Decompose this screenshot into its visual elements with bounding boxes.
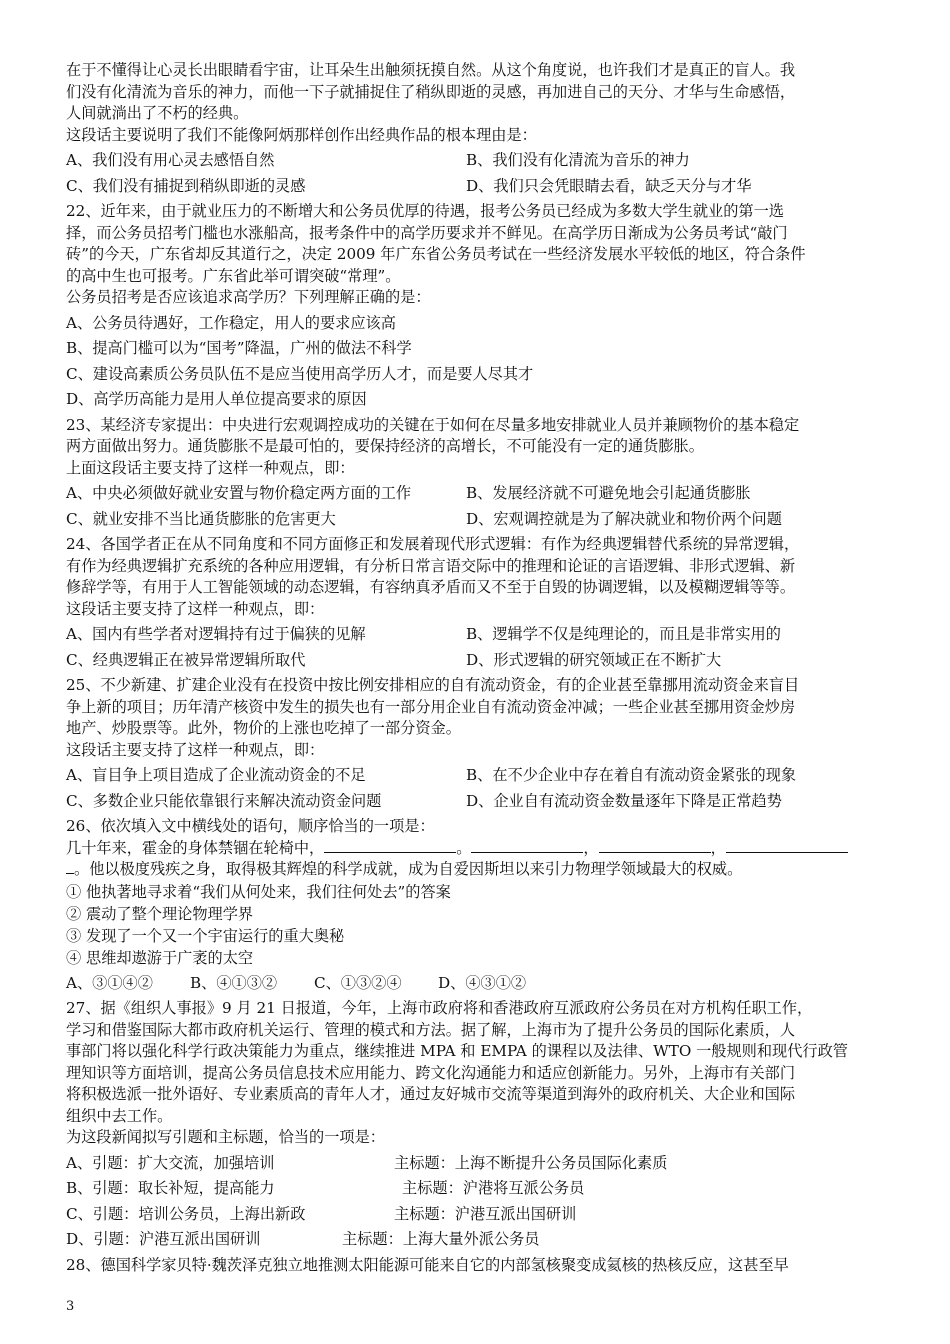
item-1: ① 他执著地寻求着“我们从何处来，我们往何处去”的答案 bbox=[66, 882, 451, 901]
passage-line: 砖”的今天，广东省却反其道行之，决定 2009 年广东省公务员考试在一些经济发展水平较低的地区，符合条件 bbox=[66, 245, 806, 263]
punctuation: ， bbox=[710, 838, 726, 857]
item-4: ④ 思维却遨游于广袤的太空 bbox=[66, 948, 254, 967]
option-d bbox=[66, 1229, 890, 1251]
question-stem: 26、依次填入文中横线处的语句，顺序恰当的一项是： bbox=[66, 817, 435, 835]
options-row bbox=[66, 973, 890, 995]
question-23 bbox=[66, 415, 890, 531]
options-row bbox=[66, 624, 890, 646]
options-row bbox=[66, 791, 890, 813]
option-c: C、经典逻辑正在被异常逻辑所取代 bbox=[66, 650, 306, 669]
sentence-start: 几十年来，霍金的身体禁锢在轮椅中， bbox=[66, 838, 325, 857]
question-28 bbox=[66, 1255, 890, 1277]
question-25 bbox=[66, 675, 890, 812]
passage-line: 地产、炒股票等。此外，物价的上涨也吃掉了一部分资金。 bbox=[66, 719, 461, 737]
item-3: ③ 发现了一个又一个宇宙运行的重大奥秘 bbox=[66, 926, 345, 945]
passage-line: 组织中去工作。 bbox=[66, 1106, 173, 1125]
option-lead-title: D、引题：沪港互派出国研训 bbox=[66, 1230, 261, 1248]
option-b: B、我们没有化清流为音乐的神力 bbox=[466, 151, 690, 169]
option-main-title: 主标题：沪港将互派公务员 bbox=[402, 1179, 585, 1197]
question-stem: 上面这段话主要支持了这样一种观点，即： bbox=[66, 458, 355, 477]
document-page bbox=[66, 60, 890, 1276]
option-b: B、发展经济就不可避免地会引起通货膨胀 bbox=[466, 484, 751, 502]
option-main-title: 主标题：上海大量外派公务员 bbox=[342, 1230, 540, 1248]
option-b: B、提高门槛可以为“国考”降温，广州的做法不科学 bbox=[66, 339, 412, 357]
passage-line: 事部门将以强化科学行政决策能力为重点，继续推进 MPA 和 EMPA 的课程以及法律、WTO 一般规则和现代行政管 bbox=[66, 1042, 848, 1060]
option-main-title: 主标题：上海不断提升公务员国际化素质 bbox=[394, 1153, 668, 1172]
item-2: ② 震动了整个理论物理学界 bbox=[66, 904, 254, 923]
question-stem: 为这段新闻拟写引题和主标题，恰当的一项是： bbox=[66, 1128, 385, 1146]
passage-line: 修辞学等，有用于人工智能领域的动态逻辑，有容纳真矛盾而又不至于自毁的协调逻辑，以及模糊逻辑等等。 bbox=[66, 578, 795, 596]
passage-line: 24、各国学者正在从不同角度和不同方面修正和发展着现代形式逻辑：有作为经典逻辑替代系统的异常逻辑， bbox=[66, 535, 800, 553]
option-c: C、就业安排不当比通货膨胀的危害更大 bbox=[66, 509, 336, 528]
option-b bbox=[66, 1178, 890, 1200]
blank-1 bbox=[324, 838, 456, 853]
option-d: D、企业自有流动资金数量逐年下降是正常趋势 bbox=[466, 791, 782, 810]
option-d: D、④③①② bbox=[438, 973, 527, 992]
question-22 bbox=[66, 201, 890, 411]
blank-3 bbox=[599, 838, 711, 853]
blank-4 bbox=[726, 838, 848, 853]
punctuation: 。 bbox=[456, 838, 472, 857]
option-a: A、国内有些学者对逻辑持有过于偏狭的见解 bbox=[66, 625, 366, 643]
passage-line: 在于不懂得让心灵长出眼睛看宇宙，让耳朵生出触须抚摸自然。从这个角度说，也许我们才是真正的盲人。我 bbox=[66, 61, 795, 79]
question-26 bbox=[66, 816, 890, 994]
passage-line: 23、某经济专家提出：中央进行宏观调控成功的关键在于如何在尽量多地安排就业人员并兼顾物价的基本稳定 bbox=[66, 415, 800, 434]
option-c: C、建设高素质公务员队伍不是应当使用高学历人才，而是要人尽其才 bbox=[66, 364, 534, 383]
options-row bbox=[66, 150, 890, 172]
question-27 bbox=[66, 998, 890, 1251]
option-d: D、宏观调控就是为了解决就业和物价两个问题 bbox=[466, 509, 782, 528]
question-stem: 这段话主要支持了这样一种观点，即： bbox=[66, 740, 325, 759]
passage-line: 择，而公务员招考门槛也水涨船高，报考条件中的高学历要求并不鲜见。在高学历日渐成为公务员考试“敲门 bbox=[66, 223, 788, 242]
options-row bbox=[66, 765, 890, 787]
question-21-passage bbox=[66, 60, 890, 197]
option-c bbox=[66, 1204, 890, 1226]
passage-line: 两方面做出努力。通货膨胀不是最可怕的，要保持经济的高增长，不可能没有一定的通货膨胀。 bbox=[66, 437, 704, 455]
blank-2 bbox=[471, 838, 583, 853]
page-number: 3 bbox=[66, 1299, 75, 1314]
option-a: A、我们没有用心灵去感悟自然 bbox=[66, 151, 275, 169]
option-lead-title: B、引题：取长补短，提高能力 bbox=[66, 1179, 275, 1197]
passage-line: 的高中生也可报考。广东省此举可谓突破“常理”。 bbox=[66, 266, 401, 285]
passage-line: 争上新的项目；历年清产核资中发生的损失也有一部分用企业自有流动资金冲减；一些企业甚至挪用资金炒房 bbox=[66, 697, 795, 716]
option-lead-title: A、引题：扩大交流，加强培训 bbox=[66, 1153, 275, 1172]
option-a: A、盲目争上项目造成了企业流动资金的不足 bbox=[66, 766, 366, 784]
options-row bbox=[66, 176, 890, 198]
option-c: C、多数企业只能依靠银行来解决流动资金问题 bbox=[66, 791, 382, 810]
option-a: A、③①④② bbox=[66, 973, 153, 992]
options-row bbox=[66, 509, 890, 531]
passage-line: 学习和借鉴国际大都市政府机关运行、管理的模式和方法。据了解，上海市为了提升公务员的国际化素质，人 bbox=[66, 1020, 795, 1039]
fill-blank-line bbox=[66, 859, 890, 881]
option-c: C、①③②④ bbox=[314, 973, 402, 992]
option-b: B、逻辑学不仅是纯理论的，而且是非常实用的 bbox=[466, 625, 781, 643]
option-b: B、在不少企业中存在着自有流动资金紧张的现象 bbox=[466, 766, 797, 784]
option-main-title: 主标题：沪港互派出国研训 bbox=[394, 1204, 577, 1223]
options-row bbox=[66, 483, 890, 505]
option-lead-title: C、引题：培训公务员，上海出新政 bbox=[66, 1204, 306, 1223]
question-stem: 这段话主要支持了这样一种观点，即： bbox=[66, 599, 325, 618]
fill-blank-line bbox=[66, 838, 890, 860]
punctuation: ， bbox=[583, 838, 599, 857]
option-c: C、我们没有捕捉到稍纵即逝的灵感 bbox=[66, 176, 306, 195]
passage-line: 27、据《组织人事报》9 月 21 日报道，今年，上海市政府将和香港政府互派政府公务员在对方机构任职工作， bbox=[66, 999, 813, 1017]
option-d: D、我们只会凭眼睛去看，缺乏天分与才华 bbox=[466, 176, 752, 195]
option-b: B、④①③② bbox=[190, 973, 278, 992]
passage-line: 22、近年来，由于就业压力的不断增大和公务员优厚的待遇，报考公务员已经成为多数大学生就业的第一选 bbox=[66, 202, 784, 220]
option-d: D、形式逻辑的研究领域正在不断扩大 bbox=[466, 650, 722, 669]
passage-line: 人间就淌出了不朽的经典。 bbox=[66, 104, 249, 122]
question-24 bbox=[66, 534, 890, 671]
option-a: A、中央必须做好就业安置与物价稳定两方面的工作 bbox=[66, 484, 412, 502]
question-stem: 公务员招考是否应该追求高学历？下列理解正确的是： bbox=[66, 288, 431, 306]
option-a: A、公务员待遇好，工作稳定，用人的要求应该高 bbox=[66, 313, 396, 332]
option-a bbox=[66, 1153, 890, 1175]
question-stem: 这段话主要说明了我们不能像阿炳那样创作出经典作品的根本理由是： bbox=[66, 125, 537, 144]
blank-4-continued bbox=[66, 859, 74, 874]
passage-line: 28、德国科学家贝特·魏茨泽克独立地推测太阳能源可能来自它的内部氢核聚变成氦核的热核反应，这甚至早 bbox=[66, 1255, 789, 1274]
passage-line: 25、不少新建、扩建企业没有在投资中按比例安排相应的自有流动资金，有的企业甚至靠挪用流动资金来盲目 bbox=[66, 676, 800, 694]
passage-line: 有作为经典逻辑扩充系统的各种应用逻辑，有分析日常言语交际中的推理和论证的言语逻辑、非形式逻辑、新 bbox=[66, 556, 795, 575]
passage-line: 将积极选派一批外语好、专业素质高的青年人才，通过友好城市交流等渠道到海外的政府机关、大企业和国际 bbox=[66, 1085, 795, 1103]
passage-line: 们没有化清流为音乐的神力，而他一下子就捕捉住了稍纵即逝的灵感，再加进自己的天分、才华与生命感悟， bbox=[66, 82, 795, 101]
options-row bbox=[66, 650, 890, 672]
passage-line: 理知识等方面培训，提高公务员信息技术应用能力、跨文化沟通能力和适应创新能力。另外，上海市有关部门 bbox=[66, 1063, 795, 1082]
sentence-end: 。他以极度残疾之身，取得极其辉煌的科学成就，成为自爱因斯坦以来引力物理学领域最大的权威。 bbox=[74, 860, 743, 878]
option-d: D、高学历高能力是用人单位提高要求的原因 bbox=[66, 390, 367, 408]
